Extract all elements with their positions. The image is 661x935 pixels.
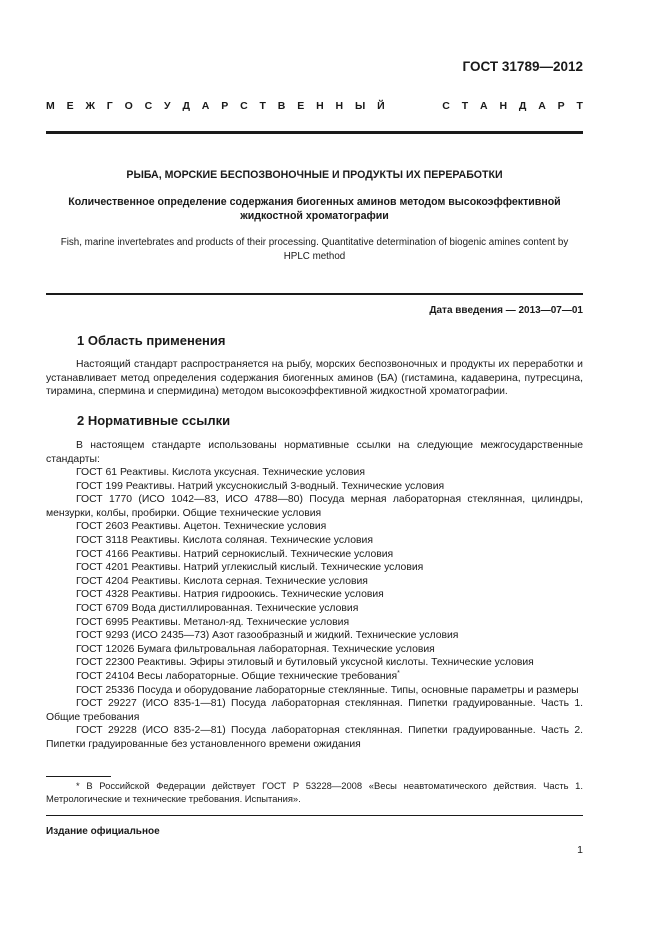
english-title: Fish, marine invertebrates and products of their processing. Quantitative determination of biogenic amines content by HPLC method	[60, 237, 569, 262]
section-scope-body	[46, 358, 583, 399]
footnote-marker: *	[397, 669, 400, 677]
footnote	[46, 779, 583, 805]
category-letter: Д	[518, 100, 527, 112]
category-letter: Й	[377, 100, 385, 112]
reference-item: ГОСТ 61 Реактивы. Кислота уксусная. Технические условия	[76, 467, 365, 478]
category-letter: А	[201, 100, 210, 112]
category-letter: Д	[182, 100, 190, 112]
reference-item: ГОСТ 6709 Вода дистиллированная. Технические условия	[76, 602, 359, 614]
category-letter: С	[240, 100, 248, 112]
category-letter: В	[277, 100, 286, 112]
reference-item: ГОСТ 29228 (ИСО 835-2—81) Посуда лабораторная стеклянная. Пипетки градуированные. Часть 2. Пипетки градуированные без установленного времени ожидания	[46, 725, 583, 750]
edition-label: Издание официальное	[46, 826, 160, 837]
reference-item: ГОСТ 4166 Реактивы. Натрий сернокислый. Технические условия	[76, 548, 394, 560]
reference-item-with-footnote	[46, 670, 583, 684]
reference-item: ГОСТ 29227 (ИСО 835-1—81) Посуда лабораторная стеклянная. Пипетки градуированные. Часть 1. Общие требования	[46, 698, 583, 723]
category-letter: Р	[221, 100, 229, 112]
paragraph: В настоящем стандарте использованы нормативные ссылки на следующие межгосударственные стандарты:	[46, 440, 583, 465]
category-letter: Н	[316, 100, 324, 112]
category-letter: А	[480, 100, 488, 112]
word-gap	[396, 100, 430, 114]
reference-item: ГОСТ 9293 (ИСО 2435—73) Азот газообразный и жидкий. Технические условия	[76, 630, 459, 642]
category-letter: Т	[259, 100, 266, 112]
category-letter: Ы	[354, 100, 366, 112]
footer-divider	[46, 815, 583, 816]
title-divider	[46, 293, 583, 295]
section-heading-scope: 1 Область применения	[77, 333, 226, 348]
reference-list	[46, 466, 583, 751]
reference-item: ГОСТ 4204 Реактивы. Кислота серная. Технические условия	[76, 575, 368, 587]
page-number: 1	[577, 844, 583, 856]
category-letter: Т	[576, 100, 583, 112]
section-references-intro	[46, 439, 583, 466]
category-letter: Г	[106, 100, 113, 112]
category-letter: М	[46, 100, 55, 112]
reference-item: ГОСТ 12026 Бумага фильтровальная лабораторная. Технические условия	[76, 643, 435, 655]
reference-item: ГОСТ 4328 Реактивы. Натрия гидроокись. Технические условия	[76, 589, 384, 601]
category-letter: С	[442, 100, 450, 112]
category-letter: Н	[499, 100, 508, 112]
reference-item: ГОСТ 199 Реактивы. Натрий уксуснокислый 3-водный. Технические условия	[76, 480, 445, 492]
document-subtitle: Количественное определение содержания биогенных аминов методом высокоэффективной жидкостной хроматографии	[68, 196, 561, 222]
category-letter: Е	[297, 100, 305, 112]
reference-item: ГОСТ 6995 Реактивы. Метанол-яд. Технические условия	[76, 616, 350, 628]
document-title: РЫБА, МОРСКИЕ БЕСПОЗВОНОЧНЫЕ И ПРОДУКТЫ ИХ ПЕРЕРАБОТКИ	[126, 169, 503, 181]
reference-item: ГОСТ 2603 Реактивы. Ацетон. Технические условия	[76, 521, 327, 533]
category-letter: Т	[461, 100, 469, 112]
reference-item: ГОСТ 3118 Реактивы. Кислота соляная. Технические условия	[76, 534, 373, 546]
effective-date: Дата введения — 2013—07—01	[429, 305, 583, 316]
reference-item: ГОСТ 4201 Реактивы. Натрий углекислый кислый. Технические условия	[76, 562, 424, 574]
category-letter: А	[538, 100, 546, 112]
reference-text: ГОСТ 24104 Весы лабораторные. Общие технические требования	[76, 670, 398, 682]
category-letter: Н	[335, 100, 344, 112]
category-letter: Р	[557, 100, 565, 112]
category-letter: Е	[66, 100, 74, 112]
footnote-text: * В Российской Федерации действует ГОСТ Р 53228—2008 «Весы неавтоматического действия. Часть 1. Метрологические и технические требования. Испытания».	[46, 780, 583, 804]
reference-item: ГОСТ 1770 (ИСО 1042—83, ИСО 4788—80) Посуда мерная лабораторная стеклянная, цилиндры, мензурки, колбы, пробирки. Общие технические условия	[46, 494, 583, 519]
category-letter: Ж	[85, 100, 95, 112]
paragraph: Настоящий стандарт распространяется на рыбу, морских беспозвоночных и продукты их переработки и устанавливает метод определения содержания биогенных аминов (БА) (гистамина, кадаверина, путресцина, тирамина, спермина и спермидина) методом высокоэффективной жидкостной хроматографии.	[46, 359, 583, 398]
section-heading-references: 2 Нормативные ссылки	[77, 413, 231, 428]
document-number: ГОСТ 31789—2012	[462, 59, 583, 74]
header-divider	[46, 131, 583, 134]
category-letter: С	[144, 100, 153, 112]
category-letter: У	[164, 100, 171, 112]
reference-item: ГОСТ 25336 Посуда и оборудование лабораторные стеклянные. Типы, основные параметры и размеры	[76, 684, 579, 696]
category-letter: О	[124, 100, 133, 112]
reference-item: ГОСТ 22300 Реактивы. Эфиры этиловый и бутиловый уксусной кислоты. Технические условия	[76, 657, 534, 669]
footnote-divider	[46, 776, 111, 777]
standard-category-heading	[46, 100, 583, 114]
